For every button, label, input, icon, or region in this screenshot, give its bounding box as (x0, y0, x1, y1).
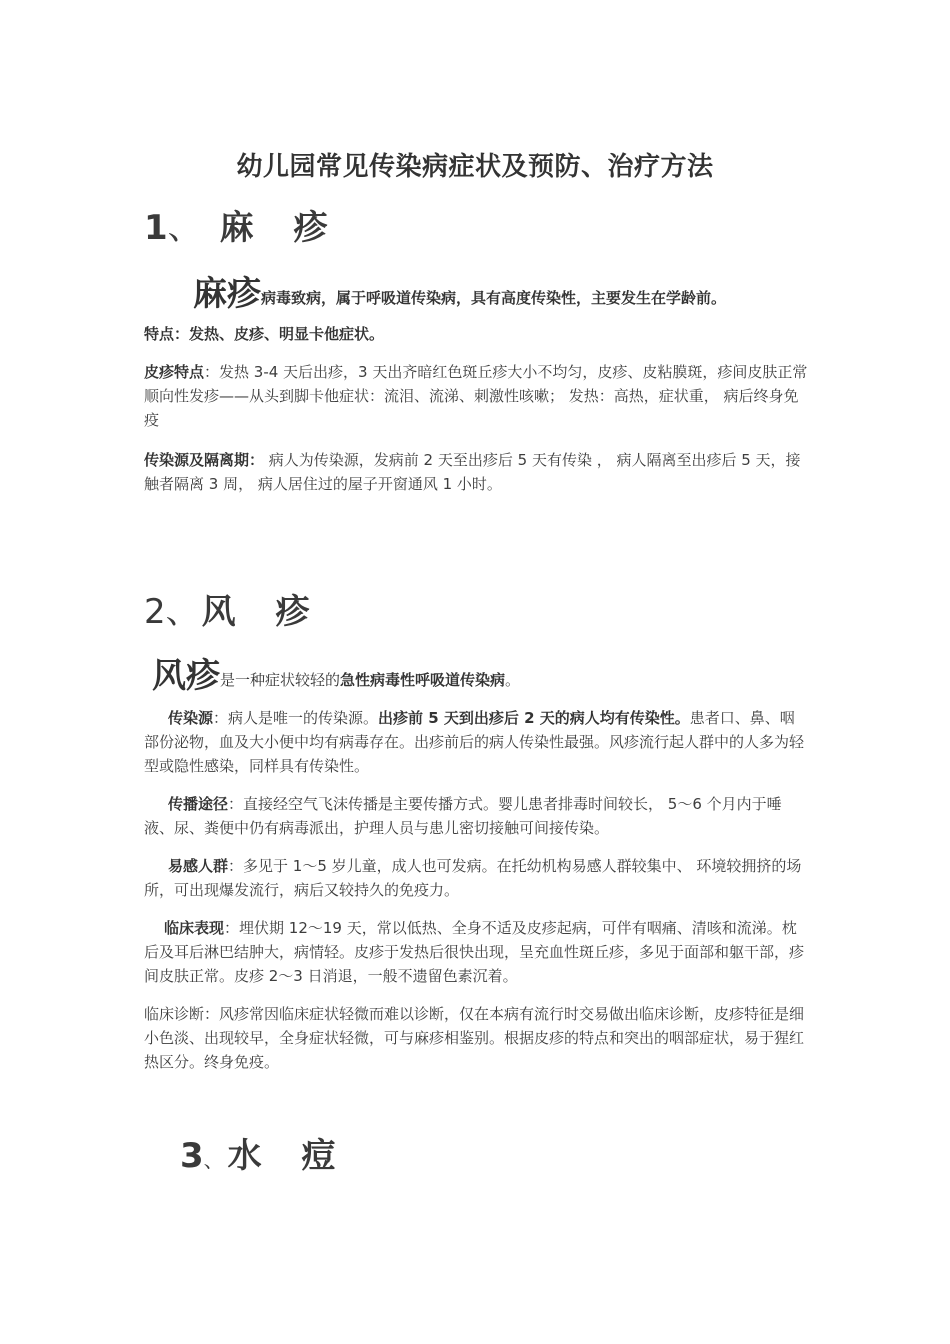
section-1-number: 1 (144, 208, 168, 248)
section-2-number: 2 (144, 592, 166, 632)
section-2-diagnosis-paragraph (144, 1002, 808, 1074)
section-2-intro (152, 648, 520, 697)
section-2-source-text-1: ：病人是唯一的传染源。 (213, 709, 379, 727)
section-1-intro (193, 266, 726, 315)
section-1-source-text: 病人为传染源，发病前 2 天至出疹后 5 天有传染 ， 病人隔离至出疹后 5 天，接触者隔离 3 周， 病人居住过的屋子开窗通风 1 小时。 (144, 451, 801, 493)
section-2-separator: 、 (165, 592, 200, 632)
section-2-susceptible-label: 易感人群 (168, 857, 229, 875)
section-2-route-label: 传播途径 (168, 795, 229, 813)
section-2-source-bold: 出疹前 5 天到出疹后 2 天的病人均有传染性。 (378, 709, 690, 727)
section-1-intro-term: 麻疹 (193, 274, 261, 314)
section-2-intro-end: 。 (505, 671, 521, 689)
section-3-heading (180, 1128, 350, 1177)
section-1-source-label: 传染源及隔离期： (144, 451, 265, 469)
section-2-route-paragraph (144, 792, 808, 840)
section-1-rash-label: 皮疹特点 (144, 363, 205, 381)
section-2-intro-term: 风疹 (152, 656, 220, 696)
section-2-clinical-text: ：埋伏期 12～19 天，常以低热、全身不适及皮疹起病，可伴有咽痛、清咳和流涕。枕后及耳后淋巴结肿大，病情轻。皮疹于发热后很快出现，呈充血性斑丘疹，多见于面部和躯干部，疹间皮肤正常。皮疹 2～3 日消退，一般不遗留色素沉着。 (144, 919, 805, 985)
section-2-clinical-paragraph (144, 916, 808, 988)
section-1-source-paragraph (144, 448, 808, 496)
section-2-source-label: 传染源 (168, 709, 214, 727)
section-1-feature-text: 特点：发热、皮疹、明显卡他症状。 (144, 325, 385, 343)
section-2-diagnosis-text: 临床诊断：风疹常因临床症状轻微而难以诊断，仅在本病有流行时交易做出临床诊断，皮疹特征是细小色淡、出现较早，全身症状轻微，可与麻疹相鉴别。根据皮疹的特点和突出的咽部症状，易于猩红热区分。终身免疫。 (144, 1005, 805, 1071)
section-1-rash-text: ：发热 3-4 天后出疹，3 天出齐暗红色斑丘疹大小不均匀，皮疹、皮粘膜斑，疹间皮肤正常顺向性发疹——从头到脚卡他症状：流泪、流涕、刺激性咳嗽； 发热：高热，症状重， 病后终身免疫 (144, 363, 808, 429)
section-2-intro-bold: 急性病毒性呼吸道传染病 (340, 671, 506, 689)
section-2-name: 风 疹 (201, 592, 324, 632)
section-3-number: 3 (180, 1136, 204, 1176)
document-title: 幼儿园常见传染病症状及预防、治疗方法 (236, 152, 714, 182)
section-3-separator: 、 (203, 1148, 224, 1172)
section-1-heading (144, 200, 342, 249)
section-3-name: 水 痘 (227, 1136, 350, 1176)
section-2-intro-text: 是一种症状较轻的 (220, 671, 341, 689)
section-1-feature (144, 322, 808, 346)
section-2-route-text: ：直接经空气飞沫传播是主要传播方式。婴儿患者排毒时间较长， 5～6 个月内于唾液、尿、粪便中仍有病毒派出，护理人员与患儿密切接触可间接传染。 (144, 795, 782, 837)
section-1-intro-text: 病毒致病，属于呼吸道传染病，具有高度传染性，主要发生在学龄前。 (261, 289, 727, 307)
section-1-separator: 、 (167, 208, 202, 248)
section-1-rash-paragraph (144, 360, 808, 432)
section-2-susceptible-paragraph (144, 854, 808, 902)
section-2-source-text-2: 患者口、鼻、咽部份泌物，血及大小便中均有病毒存在。出疹前后的病人传染性最强。风疹流行起人群中的人多为轻型或隐性感染，同样具有传染性。 (144, 709, 805, 775)
section-2-clinical-label: 临床表现 (164, 919, 225, 937)
section-2-source-paragraph (144, 706, 808, 778)
section-1-name: 麻 疹 (219, 208, 342, 248)
section-2-heading (144, 584, 323, 633)
section-2-susceptible-text: ：多见于 1～5 岁儿童，成人也可发病。在托幼机构易感人群较集中、 环境较拥挤的场所，可出现爆发流行，病后又较持久的免疫力。 (144, 857, 802, 899)
